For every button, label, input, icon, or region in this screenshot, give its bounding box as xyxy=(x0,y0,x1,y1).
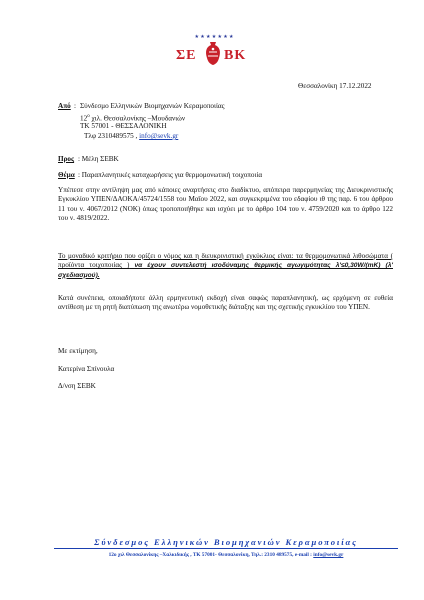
sender-separator: : xyxy=(74,102,76,110)
recipient-label: Προς xyxy=(58,155,75,163)
sender-email-link[interactable]: info@sevk.gr xyxy=(139,132,179,140)
logo-stars: ★ ★ ★ ★ ★ ★ ★ xyxy=(194,35,234,40)
subject-label: Θέμα xyxy=(58,171,75,179)
logo-vase-icon xyxy=(204,40,222,66)
paragraph-1: Υπέπεσε στην αντίληψη μας από κάποιες αναρτήσεις στο διαδίκτυο, απόπειρα παρερμηνείας της Διευκρινιστικής Εγκυκλίου ΥΠΕΝ/ΔΑΟΚΑ/45724/1558 του Μαΐου 2022, και συγκεκριμένα του εδαφίου ιθ της παρ. 6 του άρθρου 11 του ν. 4067/2012 (ΝΟΚ) όπως τροποποιήθηκε και ισχύει με το άρθρο 104 του ν. 4759/2020 και το άρθρο 122 του ν. 4819/2022. xyxy=(58,186,393,223)
sender-contact xyxy=(84,132,178,141)
closing: Με εκτίμηση, xyxy=(58,347,98,355)
footer-address: 12ο χιλ Θεσσαλονίκης –Χαλκιδικής , ΤΚ 57001- Θεσσαλονίκη, Τηλ.: 2310 489575, e-mail : xyxy=(108,552,312,558)
sender-label: Από xyxy=(58,102,71,110)
sender-address-number: 12 xyxy=(80,114,88,123)
footer-divider xyxy=(54,548,398,549)
logo-right-letters: ΒΚ xyxy=(224,48,247,63)
logo xyxy=(176,34,250,72)
logo-left-letters: ΣΕ xyxy=(176,48,197,63)
sender-org: Σύνδεσμο Ελληνικών Βιομηχανιών Κεραμοποιίας xyxy=(80,102,225,110)
recipient-text: : Μέλη ΣΕΒΚ xyxy=(78,155,119,163)
paragraph-2-requirement: να έχουν συντελεστή ισοδύναμης θερμικής αγωγιμότητας λ'≤0,30W/(mK) (λ' σχεδιασμού). xyxy=(58,262,393,279)
sender-postal: ΤΚ 57001 - ΘΕΣΣΑΛΟΝΙΚΗ xyxy=(80,122,167,130)
signer-name: Κατερίνα Σπίνουλα xyxy=(58,365,115,373)
sender-address-rest: χιλ. Θεσσαλονίκης –Μουδανιών xyxy=(89,114,186,123)
paragraph-2 xyxy=(58,252,393,280)
paragraph-2-criterion: Το μοναδικό κριτήριο που ορίζει ο νόμος και η διευκρινιστική εγκύκλιος είναι: τα θερμομονωτικά λιθοσώματα ( προϊόντα τοιχοποιίας ) xyxy=(58,252,393,270)
letter-date: Θεσσαλονίκη 17.12.2022 xyxy=(298,82,372,90)
footer-info xyxy=(56,552,396,558)
sender-phone: Τλφ 2310489575 , xyxy=(84,132,138,140)
signer-title: Δ/νση ΣΕΒΚ xyxy=(58,382,96,390)
subject-text: : Παραπλανητικές καταχωρήσεις για θερμομονωτική τοιχοποιία xyxy=(78,171,263,179)
footer-email-link[interactable]: info@sevk.gr xyxy=(313,552,344,558)
paragraph-3: Κατά συνέπεια, οποιαδήποτε άλλη ερμηνευτική εκδοχή είναι σαφώς παραπλανητική, ως ερχόμενη σε ευθεία αντίθεση με τη ρητή διατύπωση της ανωτέρω νομοθετικής διάταξης και της σχετικής εγκυκλίου του ΥΠΕΝ. xyxy=(58,294,393,312)
sender-address-superscript: ο xyxy=(87,114,90,119)
footer-title: Σύνδεσμος Ελληνικών Βιομηχανιών Κεραμοποιίας xyxy=(94,537,358,547)
